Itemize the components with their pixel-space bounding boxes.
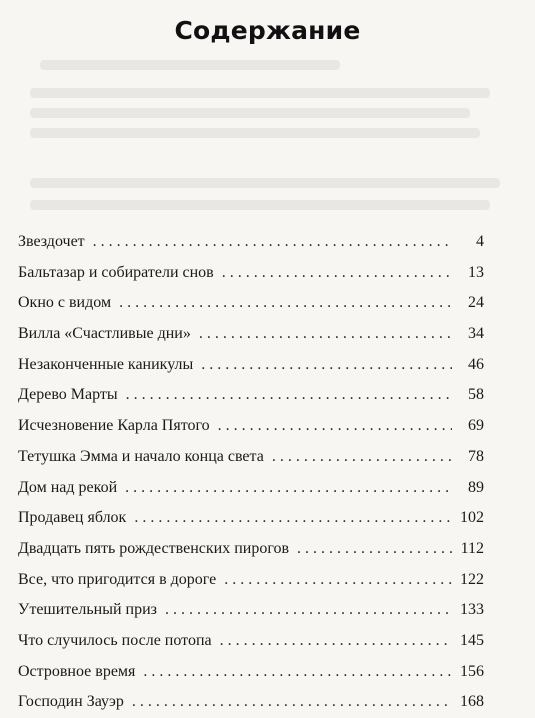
toc-entry-page: 89 xyxy=(468,478,484,496)
toc-entry[interactable] xyxy=(18,319,484,350)
toc-entry-title: Островное время xyxy=(18,662,136,680)
toc-entry-page: 34 xyxy=(468,325,484,343)
toc-entry[interactable] xyxy=(18,288,484,319)
toc-entry[interactable] xyxy=(18,258,484,289)
toc-entry[interactable] xyxy=(18,534,484,565)
toc-entry-page: 145 xyxy=(460,631,484,649)
dot-leader xyxy=(134,503,452,534)
toc-entry-page: 58 xyxy=(468,386,484,404)
toc-entry-page: 156 xyxy=(460,662,484,680)
toc-entry[interactable] xyxy=(18,380,484,411)
toc-entry[interactable] xyxy=(18,411,484,442)
toc-entry-page: 78 xyxy=(468,447,484,465)
toc-entry-title: Вилла «Счастливые дни» xyxy=(18,325,191,343)
page-title: Содержание xyxy=(174,16,361,45)
toc-entry-page: 112 xyxy=(460,539,484,557)
dot-leader xyxy=(222,258,452,289)
toc-entry-title: Дом над рекой xyxy=(18,478,118,496)
toc-entry-page: 46 xyxy=(468,355,484,373)
dot-leader xyxy=(165,595,452,626)
toc-entry-title: Исчезновение Карла Пятого xyxy=(18,417,210,435)
toc-entry-page: 102 xyxy=(460,509,484,527)
toc-entry[interactable] xyxy=(18,657,484,688)
dot-leader xyxy=(125,473,452,504)
toc-entry[interactable] xyxy=(18,442,484,473)
toc-entry-title: Продавец яблок xyxy=(18,509,127,527)
toc-entry-title: Бальтазар и собиратели снов xyxy=(18,263,214,281)
dot-leader xyxy=(201,350,452,381)
dot-leader xyxy=(119,288,452,319)
toc-entry-title: Незаконченные каникулы xyxy=(18,355,194,373)
toc-entry-page: 133 xyxy=(460,601,484,619)
dot-leader xyxy=(126,380,452,411)
toc-entry-page: 13 xyxy=(468,263,484,281)
dot-leader xyxy=(272,442,452,473)
toc-entry[interactable] xyxy=(18,473,484,504)
toc-entry-page: 122 xyxy=(460,570,484,588)
toc-entry[interactable] xyxy=(18,595,484,626)
toc-entry-page: 4 xyxy=(476,233,484,250)
toc-entry-title: Все, что пригодится в дороге xyxy=(18,570,217,588)
dot-leader xyxy=(199,319,452,350)
toc-entry[interactable] xyxy=(18,350,484,381)
toc-entry-title: Двадцать пять рождественских пирогов xyxy=(18,539,290,557)
dot-leader xyxy=(220,626,452,657)
toc-entry-title: Что случилось после потопа xyxy=(18,631,212,649)
toc-entry-title: Звездочет xyxy=(18,233,85,250)
table-of-contents xyxy=(18,227,484,718)
toc-entry[interactable] xyxy=(18,227,484,258)
dot-leader xyxy=(132,687,452,718)
toc-entry[interactable] xyxy=(18,503,484,534)
toc-entry-title: Тетушка Эмма и начало конца света xyxy=(18,447,264,465)
dot-leader xyxy=(224,565,452,596)
toc-entry-title: Утешительный приз xyxy=(18,601,157,619)
toc-entry[interactable] xyxy=(18,565,484,596)
toc-entry-page: 168 xyxy=(460,693,484,711)
bleed-through-text xyxy=(0,60,535,220)
toc-entry-page: 69 xyxy=(468,417,484,435)
toc-entry-title: Господин Зауэр xyxy=(18,693,124,711)
toc-entry[interactable] xyxy=(18,626,484,657)
dot-leader xyxy=(297,534,452,565)
dot-leader xyxy=(218,411,452,442)
dot-leader xyxy=(143,657,452,688)
dot-leader xyxy=(93,227,452,258)
toc-entry[interactable] xyxy=(18,687,484,718)
toc-entry-title: Окно с видом xyxy=(18,294,112,312)
toc-entry-title: Дерево Марты xyxy=(18,386,118,404)
toc-entry-page: 24 xyxy=(468,294,484,312)
